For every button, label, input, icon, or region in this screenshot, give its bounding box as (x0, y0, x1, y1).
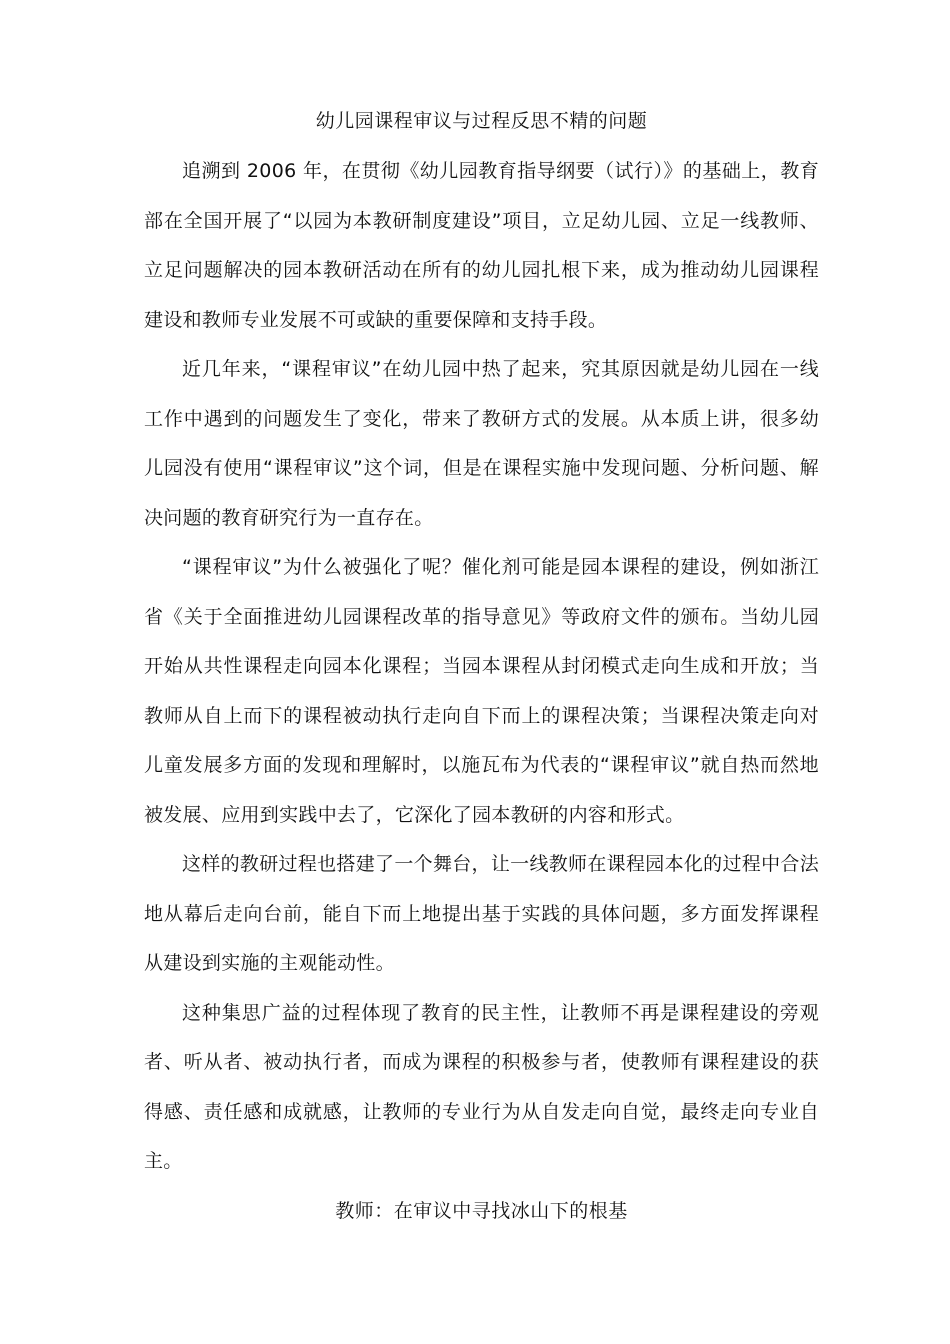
section-heading: 教师：在审议中寻找冰山下的根基 (335, 1199, 628, 1222)
paragraph-5: 这种集思广益的过程体现了教育的民主性，让教师不再是课程建设的旁观者、听从者、被动执行者，而成为课程的积极参与者，使教师有课程建设的获得感、责任感和成就感，让教师的专业行为从自发走向自觉，最终走向专业自主。 (144, 1001, 819, 1172)
paragraph-1: 追溯到 2006 年，在贯彻《幼儿园教育指导纲要（试行）》的基础上，教育部在全国开展了“以园为本教研制度建设”项目，立足幼儿园、立足一线教师、立足问题解决的园本教研活动在所有的幼儿园扎根下来，成为推动幼儿园课程建设和教师专业发展不可或缺的重要保障和支持手段。 (144, 160, 819, 331)
document-title: 幼儿园课程审议与过程反思不精的问题 (315, 110, 648, 132)
paragraph-3: “课程审议”为什么被强化了呢？催化剂可能是园本课程的建设，例如浙江省《关于全面推进幼儿园课程改革的指导意见》等政府文件的颁布。当幼儿园开始从共性课程走向园本化课程；当园本课程从封闭模式走向生成和开放；当教师从自上而下的课程被动执行走向自下而上的课程决策；当课程决策走向对儿童发展多方面的发现和理解时，以施瓦布为代表的“课程审议”就自热而然地被发展、应用到实践中去了，它深化了园本教研的内容和形式。 (144, 556, 819, 826)
paragraph-2: 近几年来，“课程审议”在幼儿园中热了起来，究其原因就是幼儿园在一线工作中遇到的问题发生了变化，带来了教研方式的发展。从本质上讲，很多幼儿园没有使用“课程审议”这个词，但是在课程实施中发现问题、分析问题、解决问题的教育研究行为一直存在。 (144, 358, 819, 529)
paragraph-4: 这样的教研过程也搭建了一个舞台，让一线教师在课程园本化的过程中合法地从幕后走向台前，能自下而上地提出基于实践的具体问题，多方面发挥课程从建设到实施的主观能动性。 (144, 853, 819, 974)
document-body (144, 103, 819, 1236)
